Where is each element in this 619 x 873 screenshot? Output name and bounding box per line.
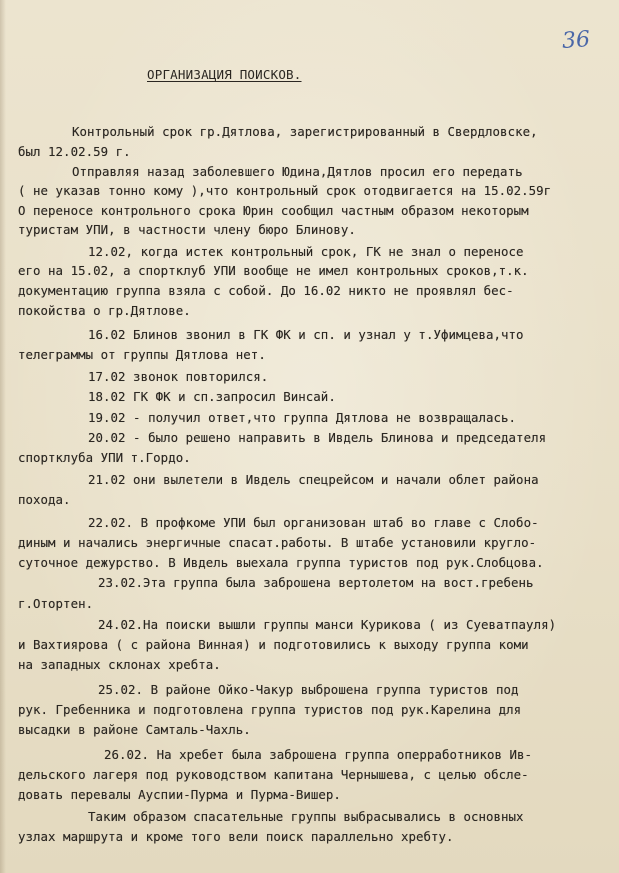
text-line: узлах маршрута и кроме того вели поиск параллельно хребту. bbox=[18, 829, 454, 844]
text-line: 24.02.На поиски вышли группы манси Курикова ( из Суеватпауля) bbox=[98, 617, 557, 632]
text-line: на западных склонах хребта. bbox=[18, 657, 221, 672]
text-line: 22.02. В профкоме УПИ был организован штаб во главе с Слобо- bbox=[88, 515, 539, 530]
text-line: телеграммы от группы Дятлова нет. bbox=[18, 347, 266, 362]
text-line: 21.02 они вылетели в Ивдель спецрейсом и начали облет района bbox=[88, 472, 539, 487]
text-line: Отправляя назад заболевшего Юдина,Дятлов просил его передать bbox=[72, 164, 523, 179]
page-edge-shadow bbox=[0, 0, 6, 873]
text-line: 23.02.Эта группа была заброшена вертолетом на вост.гребень bbox=[98, 575, 534, 590]
text-line: 12.02, когда истек контрольный срок, ГК не знал о переносе bbox=[88, 244, 524, 259]
text-line: 26.02. На хребет была заброшена группа оперработников Ив- bbox=[104, 747, 533, 762]
text-line: 16.02 Блинов звонил в ГК ФК и сп. и узнал у т.Уфимцева,что bbox=[88, 327, 524, 342]
text-line: его на 15.02, а спортклуб УПИ вообще не имел контрольных сроков,т.к. bbox=[18, 263, 529, 278]
text-line: Контрольный срок гр.Дятлова, зарегистрированный в Свердловске, bbox=[72, 124, 538, 139]
text-line: диным и начались энергичные спасат.работы. В штабе установили кругло- bbox=[18, 535, 537, 550]
text-line: Таким образом спасательные группы выбрасывались в основных bbox=[88, 809, 524, 824]
text-line: 20.02 - было решено направить в Ивдель Блинова и председателя bbox=[88, 430, 547, 445]
text-line: 18.02 ГК ФК и сп.запросил Винсай. bbox=[88, 389, 336, 404]
text-line: и Вахтиярова ( с района Винная) и подготовились к выходу группа коми bbox=[18, 637, 529, 652]
text-line: документацию группа взяла с собой. До 16.02 никто не проявлял бес- bbox=[18, 283, 514, 298]
text-line: спортклуба УПИ т.Гордо. bbox=[18, 450, 191, 465]
text-line: похода. bbox=[18, 492, 71, 507]
text-line: довать перевалы Ауспии-Пурма и Пурма-Вишер. bbox=[18, 787, 341, 802]
document-title: ОРГАНИЗАЦИЯ ПОИСКОВ. bbox=[147, 67, 302, 82]
text-line: покойства о гр.Дятлове. bbox=[18, 303, 191, 318]
text-line: рук. Гребенника и подготовлена группа туристов под рук.Карелина для bbox=[18, 702, 522, 717]
page-number: 36 bbox=[561, 27, 591, 54]
text-line: 19.02 - получил ответ,что группа Дятлова не возвращалась. bbox=[88, 410, 517, 425]
text-line: высадки в районе Самталь-Чахль. bbox=[18, 722, 251, 737]
text-line: был 12.02.59 г. bbox=[18, 144, 131, 159]
text-line: О переносе контрольного срока Юрин сообщил частным образом некоторым bbox=[18, 203, 529, 218]
text-line: 25.02. В районе Ойко-Чакур выброшена группа туристов под bbox=[98, 682, 519, 697]
text-line: суточное дежурство. В Ивдель выехала группа туристов под рук.Слобцова. bbox=[18, 555, 544, 570]
text-line: 17.02 звонок повторился. bbox=[88, 369, 269, 384]
text-line: г.Отортен. bbox=[18, 596, 94, 611]
text-line: туристам УПИ, в частности члену бюро Блинову. bbox=[18, 222, 356, 237]
text-line: дельского лагеря под руководством капитана Чернышева, с целью обсле- bbox=[18, 767, 529, 782]
text-line: ( не указав тонно кому ),что контрольный срок отодвигается на 15.02.59г bbox=[18, 183, 552, 198]
